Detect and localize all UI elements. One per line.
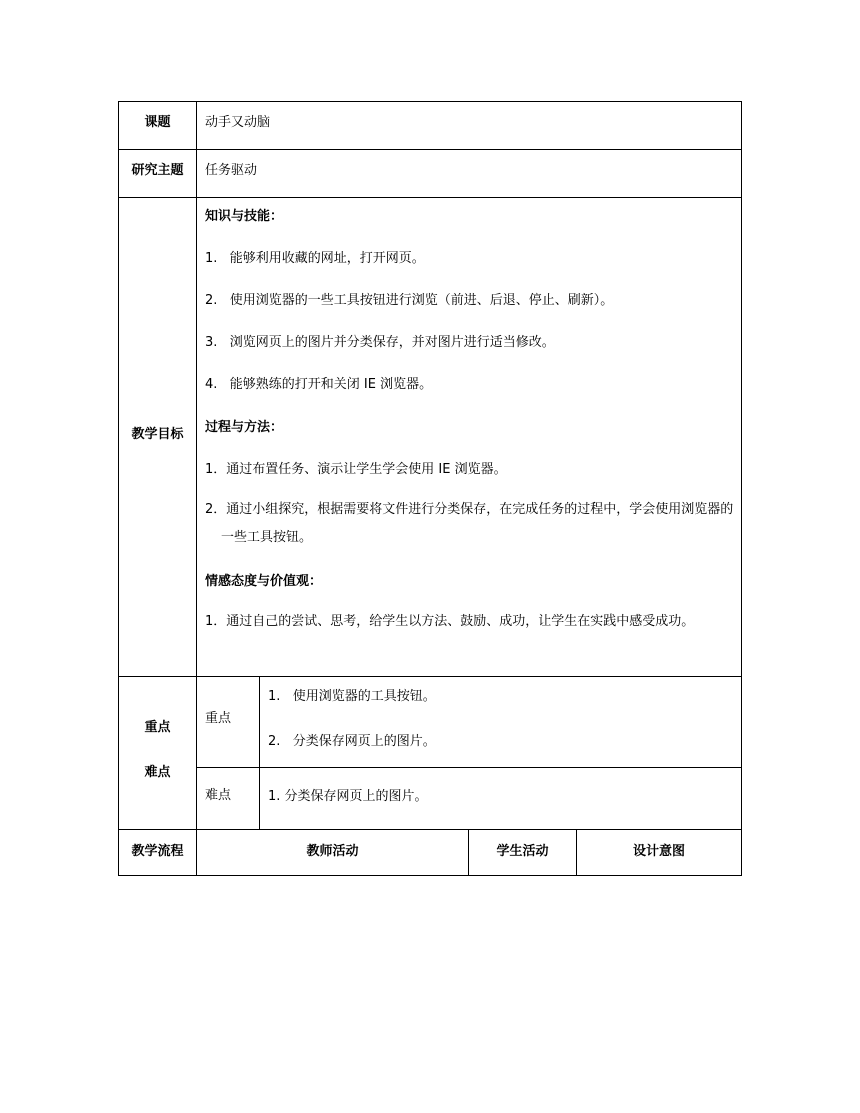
flow-label: 教学流程 (131, 844, 184, 859)
goal-item: 3. 浏览网页上的图片并分类保存，并对图片进行适当修改。 (205, 335, 555, 350)
teacher-activity-header: 教师活动 (306, 844, 359, 859)
goal-item: 1．通过布置任务、演示让学生学会使用 IE 浏览器。 (205, 462, 507, 477)
goal-item: 4. 能够熟练的打开和关闭 IE 浏览器。 (205, 377, 433, 392)
table-border-right (741, 101, 742, 876)
table-border-left (118, 101, 119, 876)
row-divider (118, 676, 742, 677)
row-divider (197, 767, 742, 768)
difficult-item: 1. 分类保存网页上的图片。 (268, 789, 428, 804)
col-divider (196, 101, 197, 876)
row-divider (118, 197, 742, 198)
design-intent-header: 设计意图 (632, 844, 685, 859)
topic-label: 课题 (144, 115, 171, 130)
topic-value: 动手又动脑 (205, 115, 271, 130)
key-sub-label: 重点 (205, 711, 232, 726)
goal-item: 2. 使用浏览器的一些工具按钮进行浏览（前进、后退、停止、刷新）。 (205, 293, 614, 308)
col-divider (259, 676, 260, 830)
goal-item: 1. 能够利用收藏的网址，打开网页。 (205, 251, 425, 266)
goal-item: 2．通过小组探究，根据需要将文件进行分类保存，在完成任务的过程中，学会使用浏览器的一些工具按钮。 (205, 502, 734, 545)
key-item: 2. 分类保存网页上的图片。 (268, 734, 436, 749)
goal-item: 1．通过自己的尝试、思考，给学生以方法、鼓励、成功，让学生在实践中感受成功。 (205, 614, 695, 629)
row-divider (118, 149, 742, 150)
research-value: 任务驱动 (205, 163, 258, 178)
table-border-bottom (118, 875, 742, 876)
research-label: 研究主题 (131, 163, 184, 178)
key-points-label: 重点 (144, 720, 171, 735)
goals-label: 教学目标 (131, 427, 184, 442)
section-title: 过程与方法： (205, 420, 284, 435)
section-title: 情感态度与价值观： (205, 574, 323, 589)
row-divider (118, 829, 742, 830)
difficult-points-label: 难点 (144, 765, 171, 780)
section-title: 知识与技能： (205, 209, 284, 224)
table-border-top (118, 101, 742, 102)
key-item: 1. 使用浏览器的工具按钮。 (268, 689, 436, 704)
difficult-sub-label: 难点 (205, 788, 232, 803)
student-activity-header: 学生活动 (496, 844, 549, 859)
